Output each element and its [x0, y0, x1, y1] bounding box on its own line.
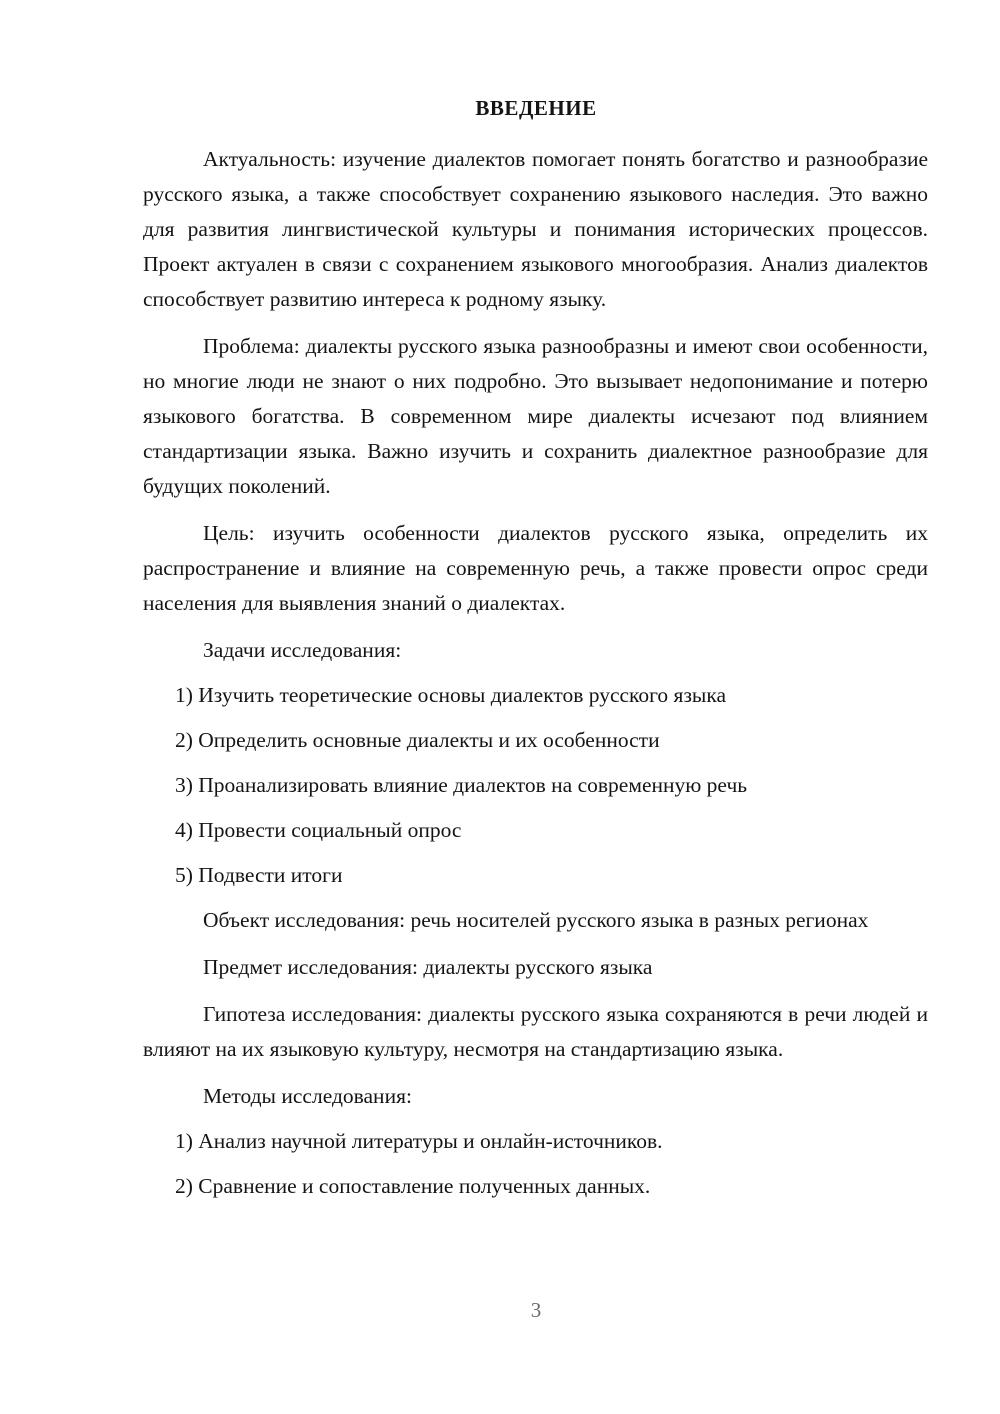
page-title: ВВЕДЕНИЕ: [475, 96, 597, 120]
list-item: 2) Определить основные диалекты и их особенности: [175, 728, 660, 752]
object-paragraph: Объект исследования: речь носителей русского языка в разных регионах: [203, 908, 869, 932]
list-item: 3) Проанализировать влияние диалектов на современную речь: [175, 773, 748, 797]
list-item: 4) Провести социальный опрос: [175, 818, 462, 842]
document-body: [143, 142, 928, 1214]
methods-list: [143, 1124, 928, 1204]
relevance-paragraph: Актуальность: изучение диалектов помогает понять богатство и разнообразие русского языка, а также способствует сохранению языкового наследия. Это важно для развития лингвистической культуры и понимания исторических процессов. Проект актуален в связи с сохранением языкового многообразия. Анализ диалектов способствует развитию интереса к родному языку.: [143, 147, 928, 311]
problem-paragraph: Проблема: диалекты русского языка разнообразны и имеют свои особенности, но многие люди не знают о них подробно. Это вызывает недопонимание и потерю языкового богатства. В современном мире диалекты исчезают под влиянием стандартизации языка. Важно изучить и сохранить диалектное разнообразие для будущих поколений.: [143, 334, 928, 498]
goal-paragraph: Цель: изучить особенности диалектов русского языка, определить их распространение и влияние на современную речь, а также провести опрос среди населения для выявления знаний о диалектах.: [143, 521, 928, 615]
list-item: 1) Анализ научной литературы и онлайн-источников.: [175, 1129, 663, 1153]
list-item: 5) Подвести итоги: [175, 863, 343, 887]
subject-paragraph: Предмет исследования: диалекты русского языка: [203, 955, 653, 979]
list-item: 2) Сравнение и сопоставление полученных данных.: [175, 1174, 651, 1198]
page-number: 3: [530, 1298, 542, 1322]
tasks-list: [143, 678, 928, 893]
list-item: 1) Изучить теоретические основы диалектов русского языка: [175, 683, 727, 707]
methods-label: Методы исследования:: [203, 1084, 412, 1108]
hypothesis-paragraph: Гипотеза исследования: диалекты русского языка сохраняются в речи людей и влияют на их языковую культуру, несмотря на стандартизацию языка.: [143, 1002, 928, 1061]
tasks-label: Задачи исследования:: [203, 638, 402, 662]
